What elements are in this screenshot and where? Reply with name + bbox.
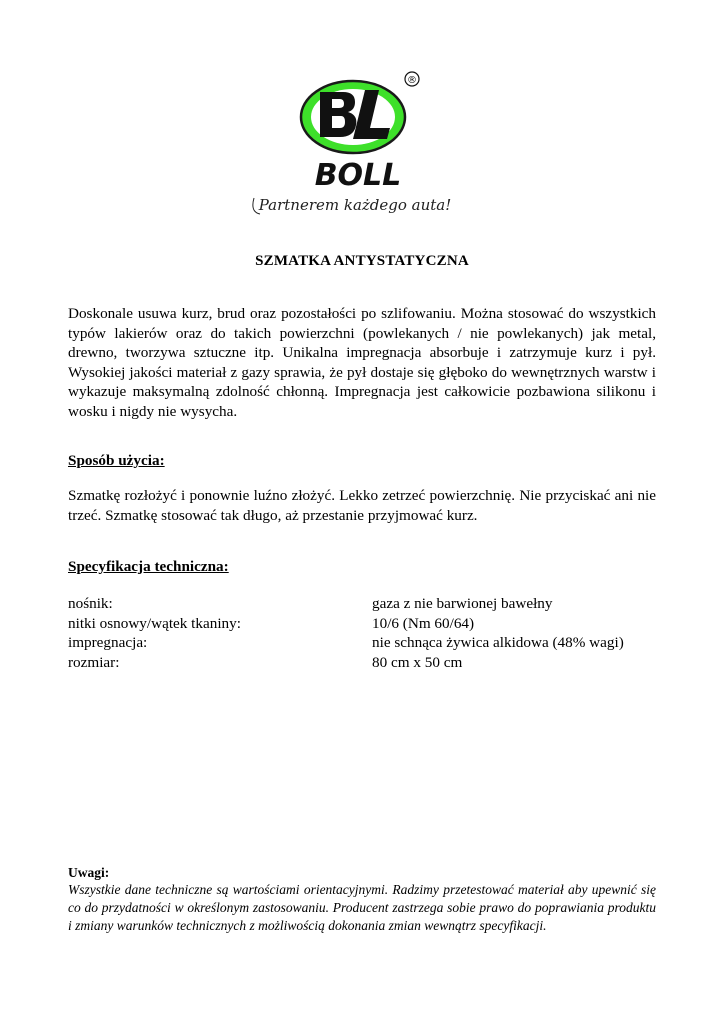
- spec-value: nie schnąca żywica alkidowa (48% wagi): [372, 634, 624, 652]
- boll-logo: [240, 62, 490, 222]
- registered-mark: ®: [407, 75, 417, 86]
- spec-key: rozmiar:: [68, 653, 120, 671]
- spec-row: [68, 653, 668, 673]
- spec-row: [68, 594, 668, 614]
- boll-logo-graphic: [240, 62, 490, 222]
- spec-value: 80 cm x 50 cm: [372, 653, 463, 671]
- spec-key: nitki osnowy/wątek tkaniny:: [68, 614, 241, 632]
- spec-key: impregnacja:: [68, 634, 148, 652]
- notes-heading: Uwagi:: [68, 865, 110, 880]
- spec-key: nośnik:: [68, 595, 113, 612]
- logo-letter-b: [320, 92, 356, 137]
- spec-heading: Specyfikacja techniczna:: [68, 558, 229, 575]
- slogan: Partnerem każdego auta!: [258, 196, 452, 214]
- usage-heading: Sposób użycia:: [68, 452, 165, 469]
- spec-value: 10/6 (Nm 60/64): [372, 614, 475, 632]
- intro-paragraph: Doskonale usuwa kurz, brud oraz pozostałości po szlifowaniu. Można stosować do wszystkich typów lakierów oraz do takich powierzchni (powlekanych / nie powlekanych) jak metal, drewno, tworzywa sztuczne itp. Unikalna impregnacja absorbuje i zatrzymuje kurz i pył. Wysokiej jakości materiał z gazy sprawia, że pył dostaje się głęboko do wewnętrznych warstw i wykazuje maksymalną zdolność chłonną. Impregnacja jest całkowicie pozbawiona silikonu i wosku i nigdy nie wysycha.: [68, 305, 656, 420]
- spec-value: gaza z nie barwionej bawełny: [372, 595, 553, 612]
- notes-section: [68, 864, 656, 934]
- usage-paragraph: Szmatkę rozłożyć i ponownie luźno złożyć. Lekko zetrzeć powierzchnię. Nie przyciskać ani nie trzeć. Szmatkę stosować tak długo, aż przestanie przyjmować kurz.: [68, 487, 656, 524]
- spec-row: [68, 633, 668, 653]
- notes-text: Wszystkie dane techniczne są wartościami orientacyjnymi. Radzimy przetestować materiał aby upewnić się co do przydatności w określonym zastosowaniu. Producent zastrzega sobie prawo do poprawiania produktu i zmiany warunków technicznych z możliwością dokonania zmian wewnątrz specyfikacji.: [68, 882, 656, 933]
- spec-row: [68, 614, 668, 634]
- spec-table: [68, 594, 668, 672]
- brand-name: BOLL: [314, 158, 402, 193]
- page-title: SZMATKA ANTYSTATYCZNA: [255, 253, 469, 269]
